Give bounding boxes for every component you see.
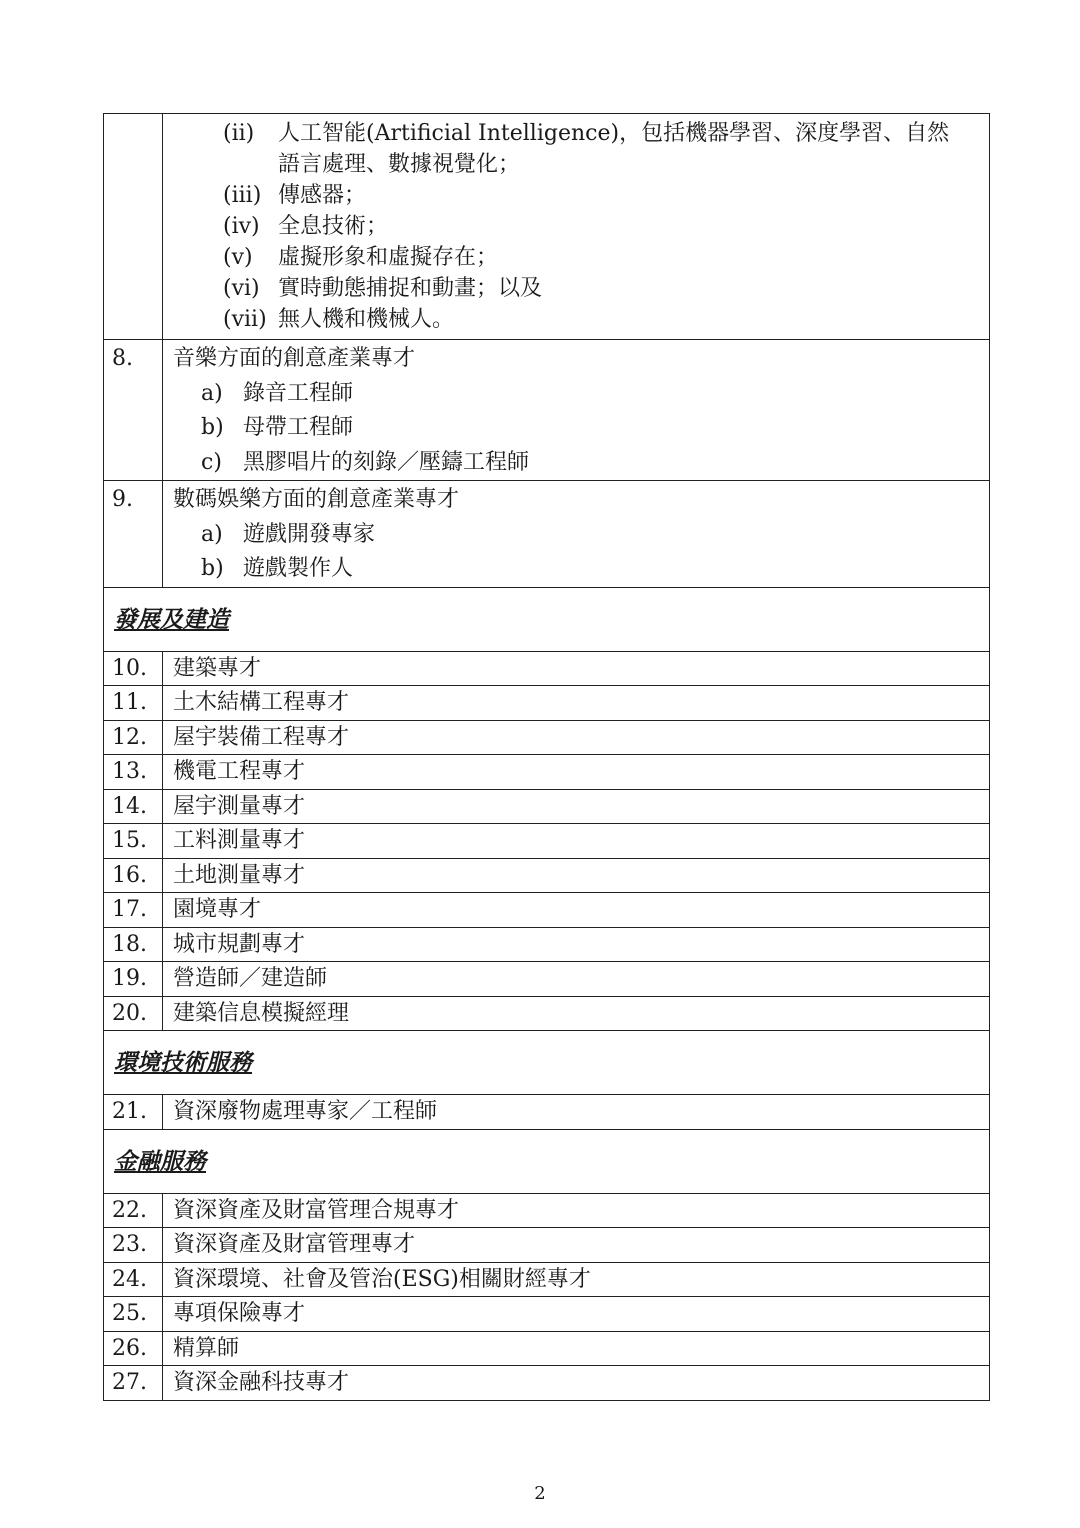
row-number: 14.	[104, 789, 163, 824]
table-row	[104, 858, 990, 893]
subitem-text: 無人機和機械人。	[278, 307, 455, 332]
row-number: 25.	[104, 1297, 163, 1332]
subitem-letter: b)	[201, 556, 224, 581]
row-number: 21.	[104, 1095, 163, 1130]
row-text: 工料測量專才	[163, 824, 990, 859]
subitem-letter: b)	[201, 415, 224, 440]
row-text: 建築信息模擬經理	[163, 996, 990, 1031]
row-number: 15.	[104, 824, 163, 859]
subitem-number: (v)	[223, 245, 253, 270]
subitem-letter: a)	[201, 380, 223, 406]
subitem-text: 實時動態捕捉和動畫；以及	[278, 276, 543, 301]
group-title: 數碼娛樂方面的創意產業專才	[173, 487, 460, 512]
subitem-line	[223, 149, 989, 180]
subitem-line	[173, 518, 989, 553]
subitem-line	[223, 242, 989, 273]
row-text: 資深金融科技專才	[163, 1366, 990, 1401]
subitem-list	[163, 114, 990, 340]
table-row	[104, 789, 990, 824]
subitem-number: (vi)	[223, 276, 260, 301]
page-number: 2	[534, 1483, 546, 1504]
subitem-line	[223, 180, 989, 211]
subitem-text: 全息技術；	[278, 214, 389, 239]
row-text: 資深資產及財富管理專才	[163, 1228, 990, 1263]
row-number: 26.	[104, 1331, 163, 1366]
table-row	[104, 962, 990, 997]
table-row	[104, 927, 990, 962]
subitem-line	[173, 411, 989, 446]
row-number: 10.	[104, 651, 163, 686]
row-number: 8.	[104, 340, 163, 481]
row-text: 資深廢物處理專家／工程師	[163, 1095, 990, 1130]
group-title: 音樂方面的創意產業專才	[173, 346, 416, 371]
subitem-line	[173, 446, 989, 481]
subitem-line	[223, 118, 989, 149]
subitem-line	[223, 273, 989, 304]
row-number: 18.	[104, 927, 163, 962]
row-number: 20.	[104, 996, 163, 1031]
row-text: 土地測量專才	[163, 858, 990, 893]
row-number: 16.	[104, 858, 163, 893]
subitem-text: 黑膠唱片的刻錄／壓鑄工程師	[243, 449, 530, 475]
subitem-line	[173, 377, 989, 412]
section-heading-row	[104, 1031, 990, 1095]
table-row	[104, 755, 990, 790]
row-text: 精算師	[163, 1331, 990, 1366]
subitem-text: 母帶工程師	[243, 415, 354, 440]
subitem-text: 虛擬形象和虛擬存在；	[278, 245, 499, 270]
row-text: 屋宇測量專才	[163, 789, 990, 824]
table-row	[104, 1331, 990, 1366]
subitem-line	[223, 304, 989, 335]
subitem-number: (iv)	[223, 214, 260, 239]
row-number: 13.	[104, 755, 163, 790]
subitem-text: 傳感器；	[278, 183, 367, 208]
row-number	[104, 114, 163, 340]
row-text: 專項保險專才	[163, 1297, 990, 1332]
subitem-number: (iii)	[223, 183, 262, 208]
row-number: 22.	[104, 1193, 163, 1228]
table-row	[104, 996, 990, 1031]
subitem-text: 語言處理、數據視覺化；	[278, 152, 521, 177]
subitem-text: 人工智能(Artificial Intelligence)，包括機器學習、深度學習、自然	[278, 121, 950, 146]
group-row	[104, 481, 990, 588]
row-text: 建築專才	[163, 651, 990, 686]
subitem-text: 遊戲開發專家	[243, 521, 376, 547]
group-row	[104, 340, 990, 481]
subitem-text: 遊戲製作人	[243, 556, 354, 581]
group-cell	[163, 340, 990, 481]
section-heading: 發展及建造	[114, 605, 229, 633]
subitem-letter: c)	[201, 449, 222, 475]
section-heading: 環境技術服務	[114, 1049, 252, 1076]
row-text: 資深資產及財富管理合規專才	[163, 1193, 990, 1228]
row-number: 23.	[104, 1228, 163, 1263]
continuation-row	[104, 114, 990, 340]
row-number: 11.	[104, 686, 163, 721]
row-text: 屋宇裝備工程專才	[163, 720, 990, 755]
table-row	[104, 1297, 990, 1332]
subitem-line	[223, 211, 989, 242]
section-heading-row	[104, 1129, 990, 1193]
table-row	[104, 651, 990, 686]
row-text: 土木結構工程專才	[163, 686, 990, 721]
section-heading: 金融服務	[114, 1147, 206, 1175]
row-text: 資深環境、社會及管治(ESG)相關財經專才	[163, 1262, 990, 1297]
table-row	[104, 686, 990, 721]
row-text: 城市規劃專才	[163, 927, 990, 962]
subitem-line	[173, 552, 989, 587]
table-row	[104, 1228, 990, 1263]
table-row	[104, 1366, 990, 1401]
table-row	[104, 1095, 990, 1130]
row-number: 19.	[104, 962, 163, 997]
row-number: 9.	[104, 481, 163, 588]
section-heading-row	[104, 587, 990, 651]
row-number: 27.	[104, 1366, 163, 1401]
subitem-number: (vii)	[223, 307, 267, 332]
row-number: 24.	[104, 1262, 163, 1297]
talent-list-table	[103, 113, 990, 1401]
row-text: 機電工程專才	[163, 755, 990, 790]
table-row	[104, 1193, 990, 1228]
table-row	[104, 1262, 990, 1297]
subitem-number: (ii)	[223, 121, 255, 146]
row-text: 園境專才	[163, 893, 990, 928]
table-row	[104, 824, 990, 859]
group-cell	[163, 481, 990, 588]
row-text: 營造師／建造師	[163, 962, 990, 997]
table-row	[104, 893, 990, 928]
row-number: 12.	[104, 720, 163, 755]
subitem-letter: a)	[201, 521, 223, 547]
subitem-text: 錄音工程師	[243, 380, 354, 406]
row-number: 17.	[104, 893, 163, 928]
table-row	[104, 720, 990, 755]
